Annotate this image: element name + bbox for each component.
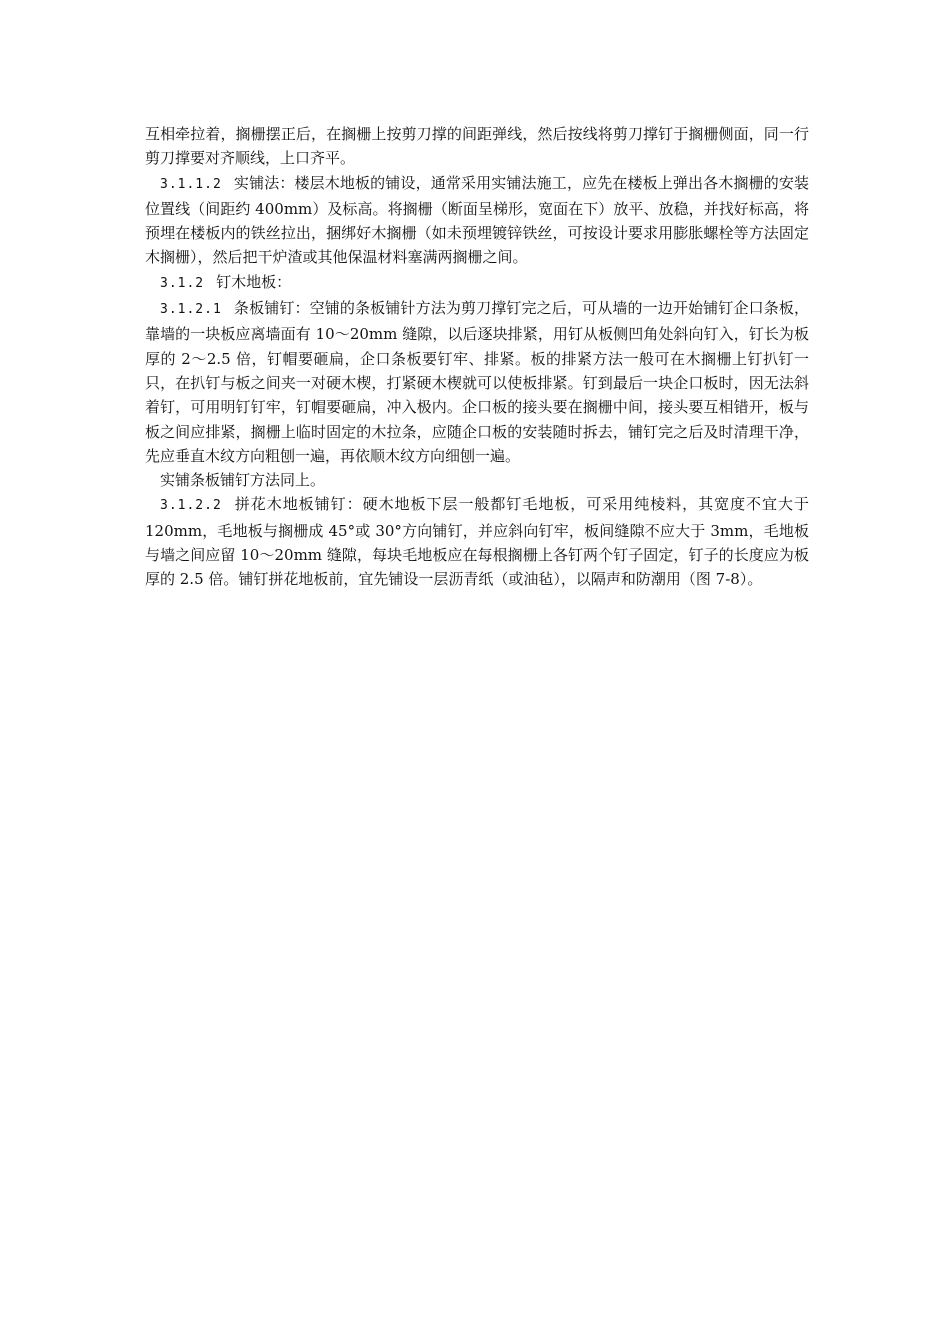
paragraph-text: 实铺条板铺钉方法同上。 (160, 471, 326, 490)
section-number: 3.1.2.1 (160, 302, 222, 318)
paragraph-text: 互相牵拉着，搁栅摆正后，在搁栅上按剪刀撑的间距弹线，然后按线将剪刀撑钉于搁栅侧面，同一行剪刀撑要对齐顺线，上口齐平。 (145, 125, 809, 168)
paragraph-solid-laying-note (145, 468, 809, 492)
paragraph-3-1-2-1 (145, 296, 809, 468)
paragraph-continuation (145, 122, 809, 171)
paragraph-3-1-2-2 (145, 492, 809, 591)
section-heading: 钉木地板： (216, 272, 292, 291)
document-body (145, 122, 809, 592)
paragraph-text: 拼花木地板铺钉：硬木地板下层一般都钉毛地板，可采用纯棱料，其宽度不宜大于 120mm，毛地板与搁栅成 45°或 30°方向铺钉，并应斜向钉牢，板间缝隙不应大于 3mm，毛地板与墙之间应留 10～20mm 缝隙，每块毛地板应在每根搁栅上各钉两个钉子固定，钉子的长度应为板厚的 2.5 倍。铺钉拼花地板前，宜先铺设一层沥青纸（或油毡），以隔声和防潮用（图 7-8）。 (145, 495, 809, 589)
section-number: 3.1.1.2 (160, 176, 222, 192)
paragraph-3-1-1-2 (145, 171, 809, 270)
paragraph-text: 实铺法：楼层木地板的铺设，通常采用实铺法施工，应先在楼板上弹出各木搁栅的安装位置线（间距约 400mm）及标高。将搁栅（断面呈梯形，宽面在下）放平、放稳，并找好标高，将预埋在楼板内的铁丝拉出，捆绑好木搁栅（如未预埋镀锌铁丝，可按设计要求用膨胀螺栓等方法固定木搁栅），然后把干炉渣或其他保温材料塞满两搁栅之间。 (145, 173, 809, 267)
section-number: 3.1.2.2 (160, 498, 222, 514)
paragraph-3-1-2 (145, 270, 809, 296)
paragraph-text: 条板铺钉：空铺的条板铺针方法为剪刀撑钉完之后，可从墙的一边开始铺钉企口条板，靠墙的一块板应离墙面有 10～20mm 缝隙，以后逐块排紧，用钉从板侧凹角处斜向钉入，钉长为板厚的 2～2.5 倍，钉帽要砸扁，企口条板要钉牢、排紧。板的排紧方法一般可在木搁栅上钉扒钉一只，在扒钉与板之间夹一对硬木楔，打紧硬木楔就可以使板排紧。钉到最后一块企口板时，因无法斜着钉，可用明钉钉牢，钉帽要砸扁，冲入极内。企口板的接头要在搁栅中间，接头要互相错开，板与板之间应排紧，搁栅上临时固定的木拉条，应随企口板的安装随时拆去，铺钉完之后及时清理干净，先应垂直木纹方向粗刨一遍，再依顺木纹方向细刨一遍。 (145, 299, 809, 465)
section-number: 3.1.2 (160, 275, 205, 291)
